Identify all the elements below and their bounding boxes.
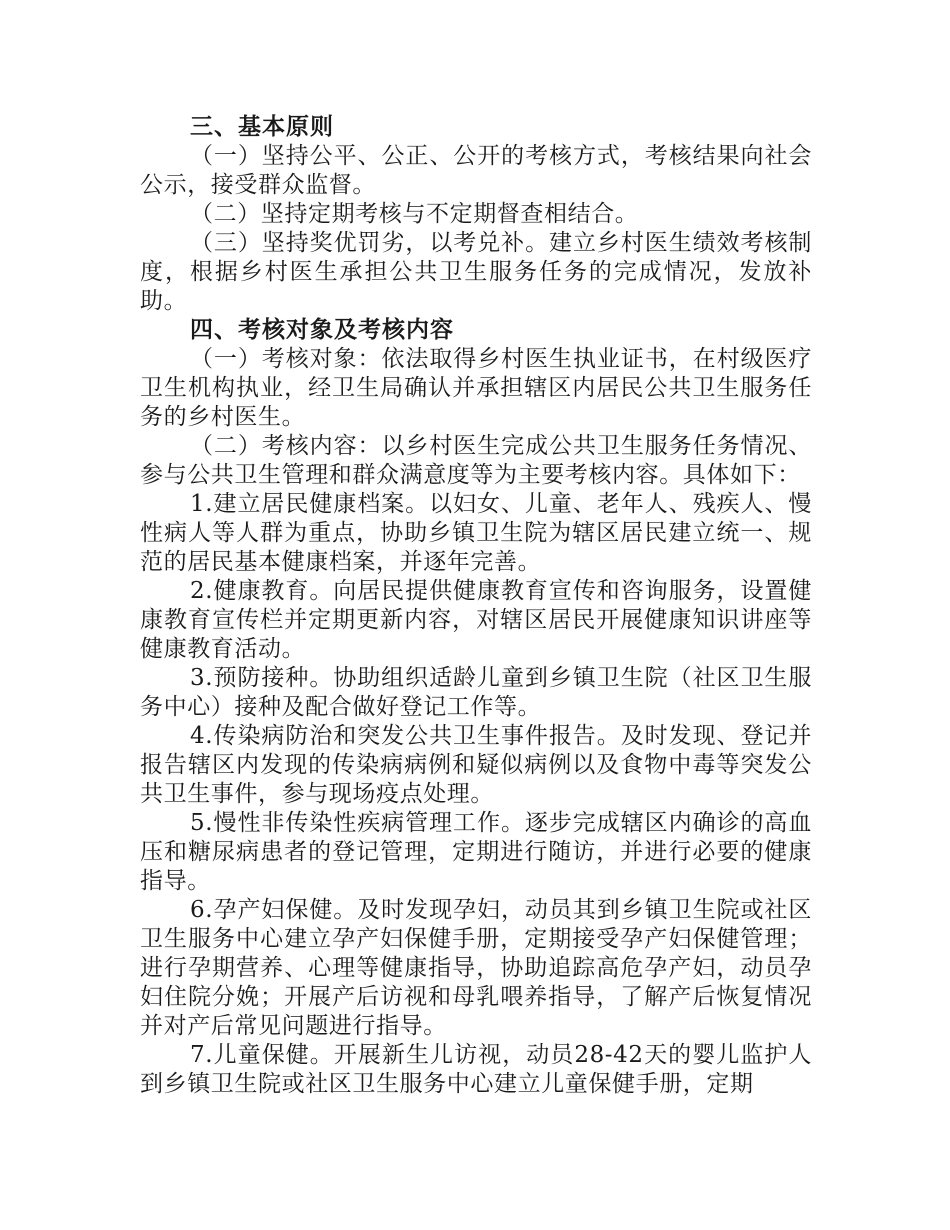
principle-paragraph-2: （二）坚持定期考核与不定期督查相结合。 <box>190 201 639 227</box>
item-maternal-health: 6.孕产妇保健。及时发现孕妇，动员其到乡镇卫生院或社区卫生服务中心建立孕产妇保健手册，定期接受孕产妇保健管理；进行孕期营养、心理等健康指导，协助追踪高危孕产妇，动员孕妇住院分娩；开展产后访视和母乳喂养指导，了解产后恢复情况并对产后常见问题进行指导。 <box>140 897 812 1039</box>
item-infectious-disease: 4.传染病防治和突发公共卫生事件报告。及时发现、登记并报告辖区内发现的传染病病例和疑似病例以及食物中毒等突发公共卫生事件，参与现场疫点处理。 <box>140 723 812 807</box>
item-vaccination: 3.预防接种。协助组织适龄儿童到乡镇卫生院（社区卫生服务中心）接种及配合做好登记工作等。 <box>140 665 812 720</box>
section-heading-assessment: 四、考核对象及考核内容 <box>190 317 454 343</box>
item-child-health: 7.儿童保健。开展新生儿访视，动员28-42天的婴儿监护人到乡镇卫生院或社区卫生服务中心建立儿童保健手册，定期 <box>140 1042 812 1097</box>
item-health-records: 1.建立居民健康档案。以妇女、儿童、老年人、残疾人、慢性病人等人群为重点，协助乡镇卫生院为辖区居民建立统一、规范的居民基本健康档案，并逐年完善。 <box>140 491 812 575</box>
assessment-target-paragraph: （一）考核对象：依法取得乡村医生执业证书，在村级医疗卫生机构执业，经卫生局确认并承担辖区内居民公共卫生服务任务的乡村医生。 <box>140 346 812 430</box>
section-heading-basic-principles: 三、基本原则 <box>190 114 334 140</box>
document-body <box>140 113 812 1099</box>
principle-paragraph-1: （一）坚持公平、公正、公开的考核方式，考核结果向社会公示，接受群众监督。 <box>140 143 812 198</box>
item-health-education: 2.健康教育。向居民提供健康教育宣传和咨询服务，设置健康教育宣传栏并定期更新内容，对辖区居民开展健康知识讲座等健康教育活动。 <box>140 578 812 662</box>
principle-paragraph-3: （三）坚持奖优罚劣，以考兑补。建立乡村医生绩效考核制度，根据乡村医生承担公共卫生服务任务的完成情况，发放补助。 <box>140 230 812 314</box>
item-chronic-disease: 5.慢性非传染性疾病管理工作。逐步完成辖区内确诊的高血压和糖尿病患者的登记管理，定期进行随访，并进行必要的健康指导。 <box>140 810 812 894</box>
assessment-content-paragraph: （二）考核内容：以乡村医生完成公共卫生服务任务情况、参与公共卫生管理和群众满意度等为主要考核内容。具体如下： <box>140 433 812 488</box>
